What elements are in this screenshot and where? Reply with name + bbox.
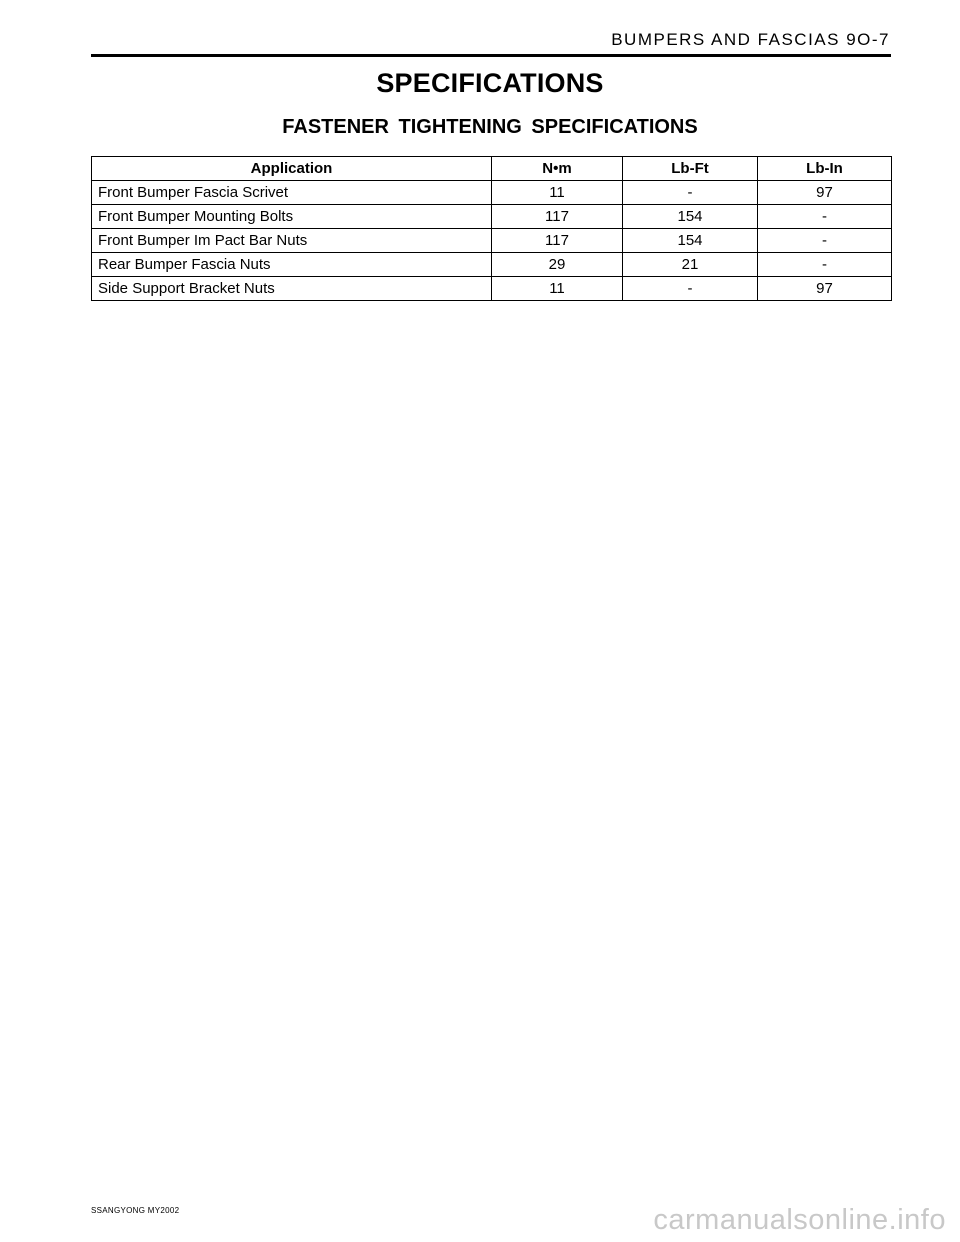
cell-lbft: - [623, 181, 758, 205]
table-row [92, 181, 892, 205]
cell-lbft: - [623, 277, 758, 301]
column-header-lbin: Lb-In [758, 157, 892, 181]
column-header-application: Application [92, 157, 492, 181]
table-header-row [92, 157, 892, 181]
cell-lbin: 97 [758, 181, 892, 205]
cell-application: Rear Bumper Fascia Nuts [92, 253, 492, 277]
page-header: BUMPERS AND FASCIAS 9O-7 [611, 30, 890, 49]
column-header-nm: N•m [492, 157, 623, 181]
cell-nm: 11 [492, 181, 623, 205]
header-rule [91, 54, 891, 57]
table-row [92, 253, 892, 277]
page-title: SPECIFICATIONS [376, 68, 604, 98]
cell-application: Side Support Bracket Nuts [92, 277, 492, 301]
cell-lbin: - [758, 205, 892, 229]
table-row [92, 229, 892, 253]
cell-lbin: 97 [758, 277, 892, 301]
cell-lbft: 154 [623, 205, 758, 229]
cell-nm: 117 [492, 229, 623, 253]
column-header-lbft: Lb-Ft [623, 157, 758, 181]
cell-application: Front Bumper Mounting Bolts [92, 205, 492, 229]
cell-lbft: 21 [623, 253, 758, 277]
fastener-spec-table [91, 156, 892, 301]
cell-application: Front Bumper Im Pact Bar Nuts [92, 229, 492, 253]
cell-lbin: - [758, 229, 892, 253]
cell-lbin: - [758, 253, 892, 277]
watermark: carmanualsonline.info [653, 1204, 946, 1236]
cell-lbft: 154 [623, 229, 758, 253]
cell-nm: 29 [492, 253, 623, 277]
cell-application: Front Bumper Fascia Scrivet [92, 181, 492, 205]
cell-nm: 11 [492, 277, 623, 301]
table-row [92, 205, 892, 229]
section-subtitle: FASTENER TIGHTENING SPECIFICATIONS [282, 116, 698, 138]
page-footer: SSANGYONG MY2002 [91, 1206, 180, 1215]
table-row [92, 277, 892, 301]
cell-nm: 117 [492, 205, 623, 229]
